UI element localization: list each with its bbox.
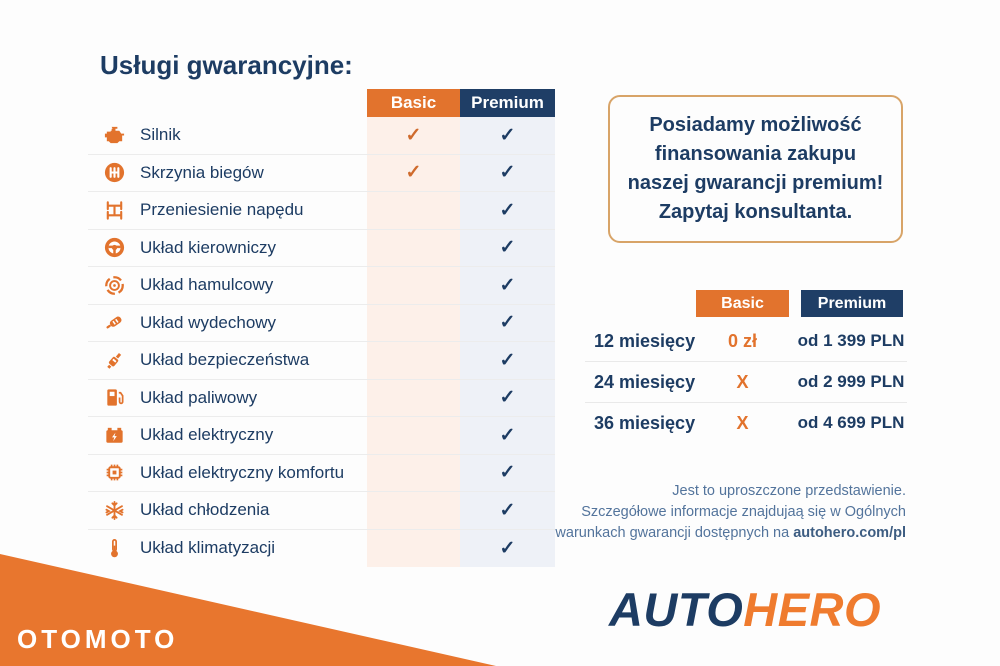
- financing-note-line: finansowania zakupu: [654, 143, 857, 165]
- service-label: Przeniesienie napędu: [140, 200, 304, 220]
- disclaimer-text: [555, 481, 906, 544]
- basic-check: ✓: [405, 124, 422, 146]
- premium-check: ✓: [499, 387, 516, 409]
- pricing-basic-value: X: [736, 371, 749, 392]
- premium-check: ✓: [499, 274, 516, 296]
- autohero-logo: [609, 582, 881, 637]
- pricing-premium-value: od 1 399 PLN: [797, 331, 905, 350]
- disclaimer-line: warunkach gwarancji dostępnych na autohero.com/pl: [555, 525, 906, 541]
- premium-column-header: Premium: [460, 89, 555, 117]
- pricing-row: [585, 321, 907, 362]
- premium-check: ✓: [499, 462, 516, 484]
- autohero-logo-hero: HERO: [743, 583, 882, 636]
- premium-check: ✓: [499, 537, 516, 559]
- service-label: Układ elektryczny komfortu: [140, 462, 345, 482]
- pricing-basic-header: Basic: [696, 290, 789, 317]
- pricing-row: [585, 362, 907, 403]
- service-label: Układ klimatyzacji: [140, 538, 276, 558]
- chip-icon: [102, 461, 126, 485]
- financing-note-line: Zapytaj konsultanta.: [658, 201, 853, 223]
- service-label: Skrzynia biegów: [140, 162, 264, 182]
- autohero-logo-auto: AUTO: [608, 583, 744, 636]
- brake-icon: [102, 273, 126, 297]
- financing-note-box: [608, 95, 903, 243]
- gearbox-icon: [102, 161, 126, 185]
- table-row: [88, 492, 555, 530]
- table-row: [88, 380, 555, 418]
- pricing-period: 36 miesięcy: [594, 412, 696, 433]
- table-row: [88, 155, 555, 193]
- pricing-basic-value: X: [736, 412, 749, 433]
- table-row: [88, 117, 555, 155]
- premium-check: ✓: [499, 349, 516, 371]
- pricing-premium-value: od 2 999 PLN: [797, 372, 905, 391]
- service-label: Silnik: [140, 125, 181, 145]
- pricing-premium-header: Premium: [801, 290, 903, 317]
- premium-check: ✓: [499, 312, 516, 334]
- table-row: [88, 342, 555, 380]
- exhaust-icon: [102, 311, 126, 335]
- premium-check: ✓: [499, 162, 516, 184]
- table-row: [88, 530, 555, 568]
- service-label: Układ hamulcowy: [140, 275, 274, 295]
- battery-icon: [102, 423, 126, 447]
- service-label: Układ kierowniczy: [140, 237, 277, 257]
- drivetrain-icon: [102, 198, 126, 222]
- table-row: [88, 455, 555, 493]
- pricing-row: [585, 403, 907, 443]
- otomoto-logo: OTOMOTO: [17, 624, 179, 654]
- table-row: [88, 305, 555, 343]
- premium-check: ✓: [499, 424, 516, 446]
- autohero-url: autohero.com/pl: [793, 525, 906, 541]
- page-title: Usługi gwarancyjne:: [100, 50, 353, 80]
- service-label: Układ chłodzenia: [140, 500, 270, 520]
- table-row: [88, 230, 555, 268]
- service-label: Układ bezpieczeństwa: [140, 350, 310, 370]
- pricing-period: 12 miesięcy: [594, 330, 696, 351]
- disclaimer-line: Szczegółowe informacje znajdujaą się w Ogólnych: [581, 504, 906, 520]
- basic-check: ✓: [405, 162, 422, 184]
- warranty-table: [88, 117, 555, 567]
- thermometer-icon: [102, 536, 126, 560]
- pricing-premium-value: od 4 699 PLN: [797, 413, 905, 432]
- seatbelt-icon: [102, 348, 126, 372]
- table-row: [88, 267, 555, 305]
- service-label: Układ wydechowy: [140, 312, 277, 332]
- service-label: Układ paliwowy: [140, 387, 258, 407]
- snowflake-icon: [102, 498, 126, 522]
- table-row: [88, 192, 555, 230]
- premium-check: ✓: [499, 237, 516, 259]
- pricing-period: 24 miesięcy: [594, 371, 696, 392]
- premium-check: ✓: [499, 499, 516, 521]
- service-label: Układ elektryczny: [140, 425, 274, 445]
- basic-column-header: Basic: [367, 89, 460, 117]
- steering-wheel-icon: [102, 236, 126, 260]
- fuel-pump-icon: [102, 386, 126, 410]
- pricing-basic-value: 0 zł: [727, 330, 757, 351]
- financing-note-line: naszej gwarancji premium!: [627, 172, 884, 194]
- engine-icon: [102, 123, 126, 147]
- premium-check: ✓: [499, 124, 516, 146]
- disclaimer-line: Jest to uproszczone przedstawienie.: [672, 483, 906, 499]
- financing-note-line: Posiadamy możliwość: [649, 114, 862, 136]
- table-row: [88, 417, 555, 455]
- premium-check: ✓: [499, 199, 516, 221]
